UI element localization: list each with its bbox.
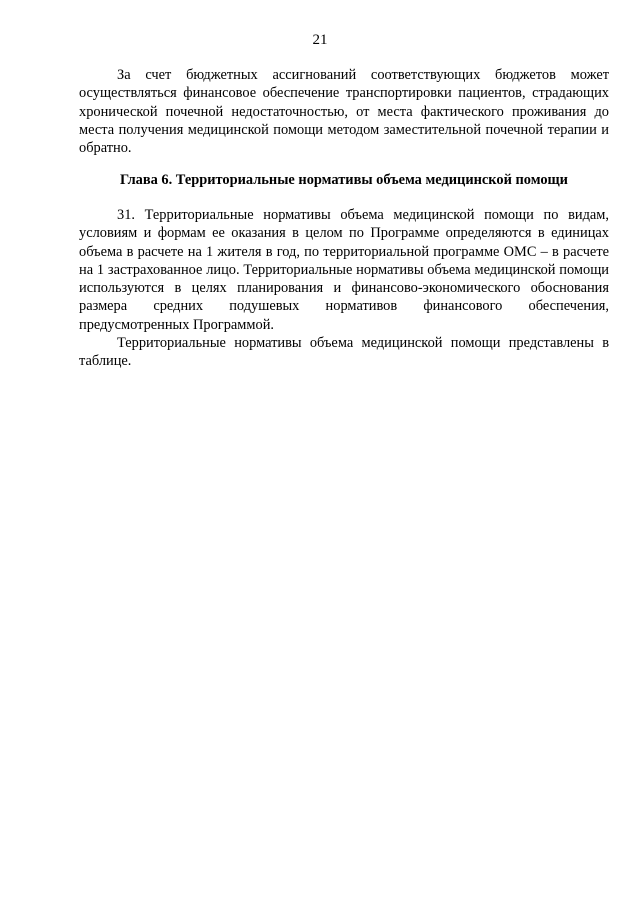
page-number: 21 (312, 32, 328, 48)
paragraph-31: 31. Территориальные нормативы объема медицинской помощи по видам, условиям и формам ее оказания в целом по Программе определяются в единицах объема в расчете на 1 жителя в год, по территориальной программе ОМС – в расчете на 1 застрахованное лицо. Территориальные нормативы объема медицинской помощи используются в целях планирования и финансово-экономического обоснования размера средних подушевых нормативов финансового обеспечения, предусмотренных Программой. (79, 207, 609, 333)
chapter-body (79, 206, 609, 371)
chapter-heading-block (79, 171, 609, 189)
transport-financing-paragraph: За счет бюджетных ассигнований соответствующих бюджетов может осуществляться финансовое обеспечение транспортировки пациентов, страдающих хронической почечной недостаточностью, от места фактического проживания до места получения медицинской помощи методом заместительной почечной терапии и обратно. (79, 67, 609, 157)
chapter-heading: Глава 6. Территориальные нормативы объема медицинской помощи (120, 172, 568, 188)
intro-section (79, 66, 609, 157)
table-reference-paragraph: Территориальные нормативы объема медицинской помощи представлены в таблице. (79, 335, 609, 370)
